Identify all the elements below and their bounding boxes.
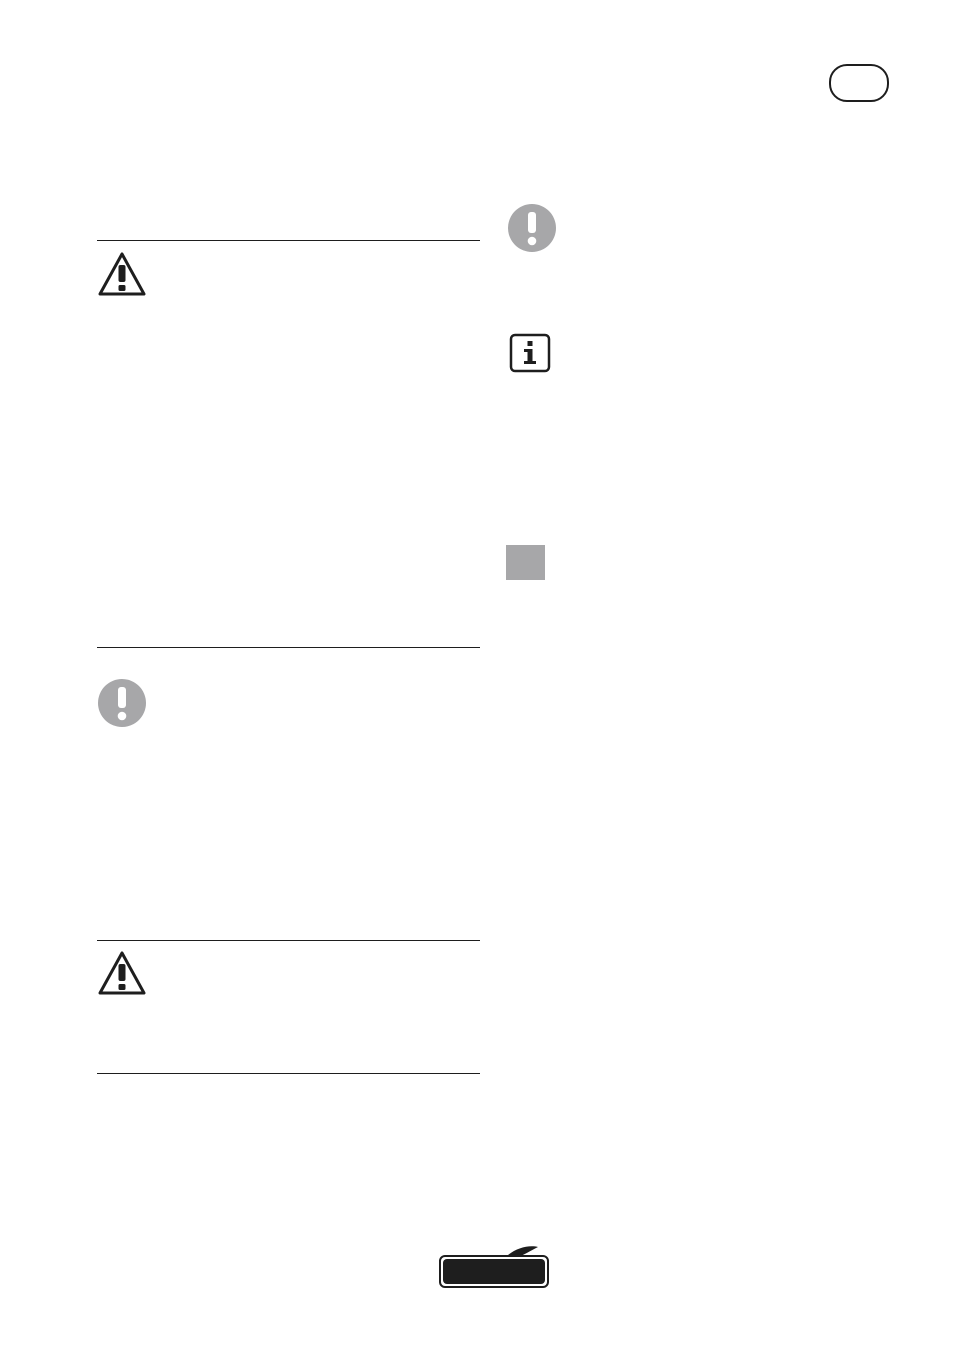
- figure-reference-badge: [506, 545, 545, 580]
- exclamation-circle-icon: [507, 203, 557, 253]
- divider: [97, 647, 480, 648]
- divider: [97, 240, 480, 241]
- florabest-logo: [438, 1245, 550, 1289]
- exclamation-circle-icon: [97, 678, 147, 728]
- language-badge: [829, 64, 889, 102]
- warning-triangle-icon: [97, 950, 147, 996]
- info-icon: [509, 333, 551, 373]
- divider: [97, 1073, 480, 1074]
- warning-triangle-icon: [97, 251, 147, 297]
- logo-text: [443, 1259, 545, 1284]
- divider: [97, 940, 480, 941]
